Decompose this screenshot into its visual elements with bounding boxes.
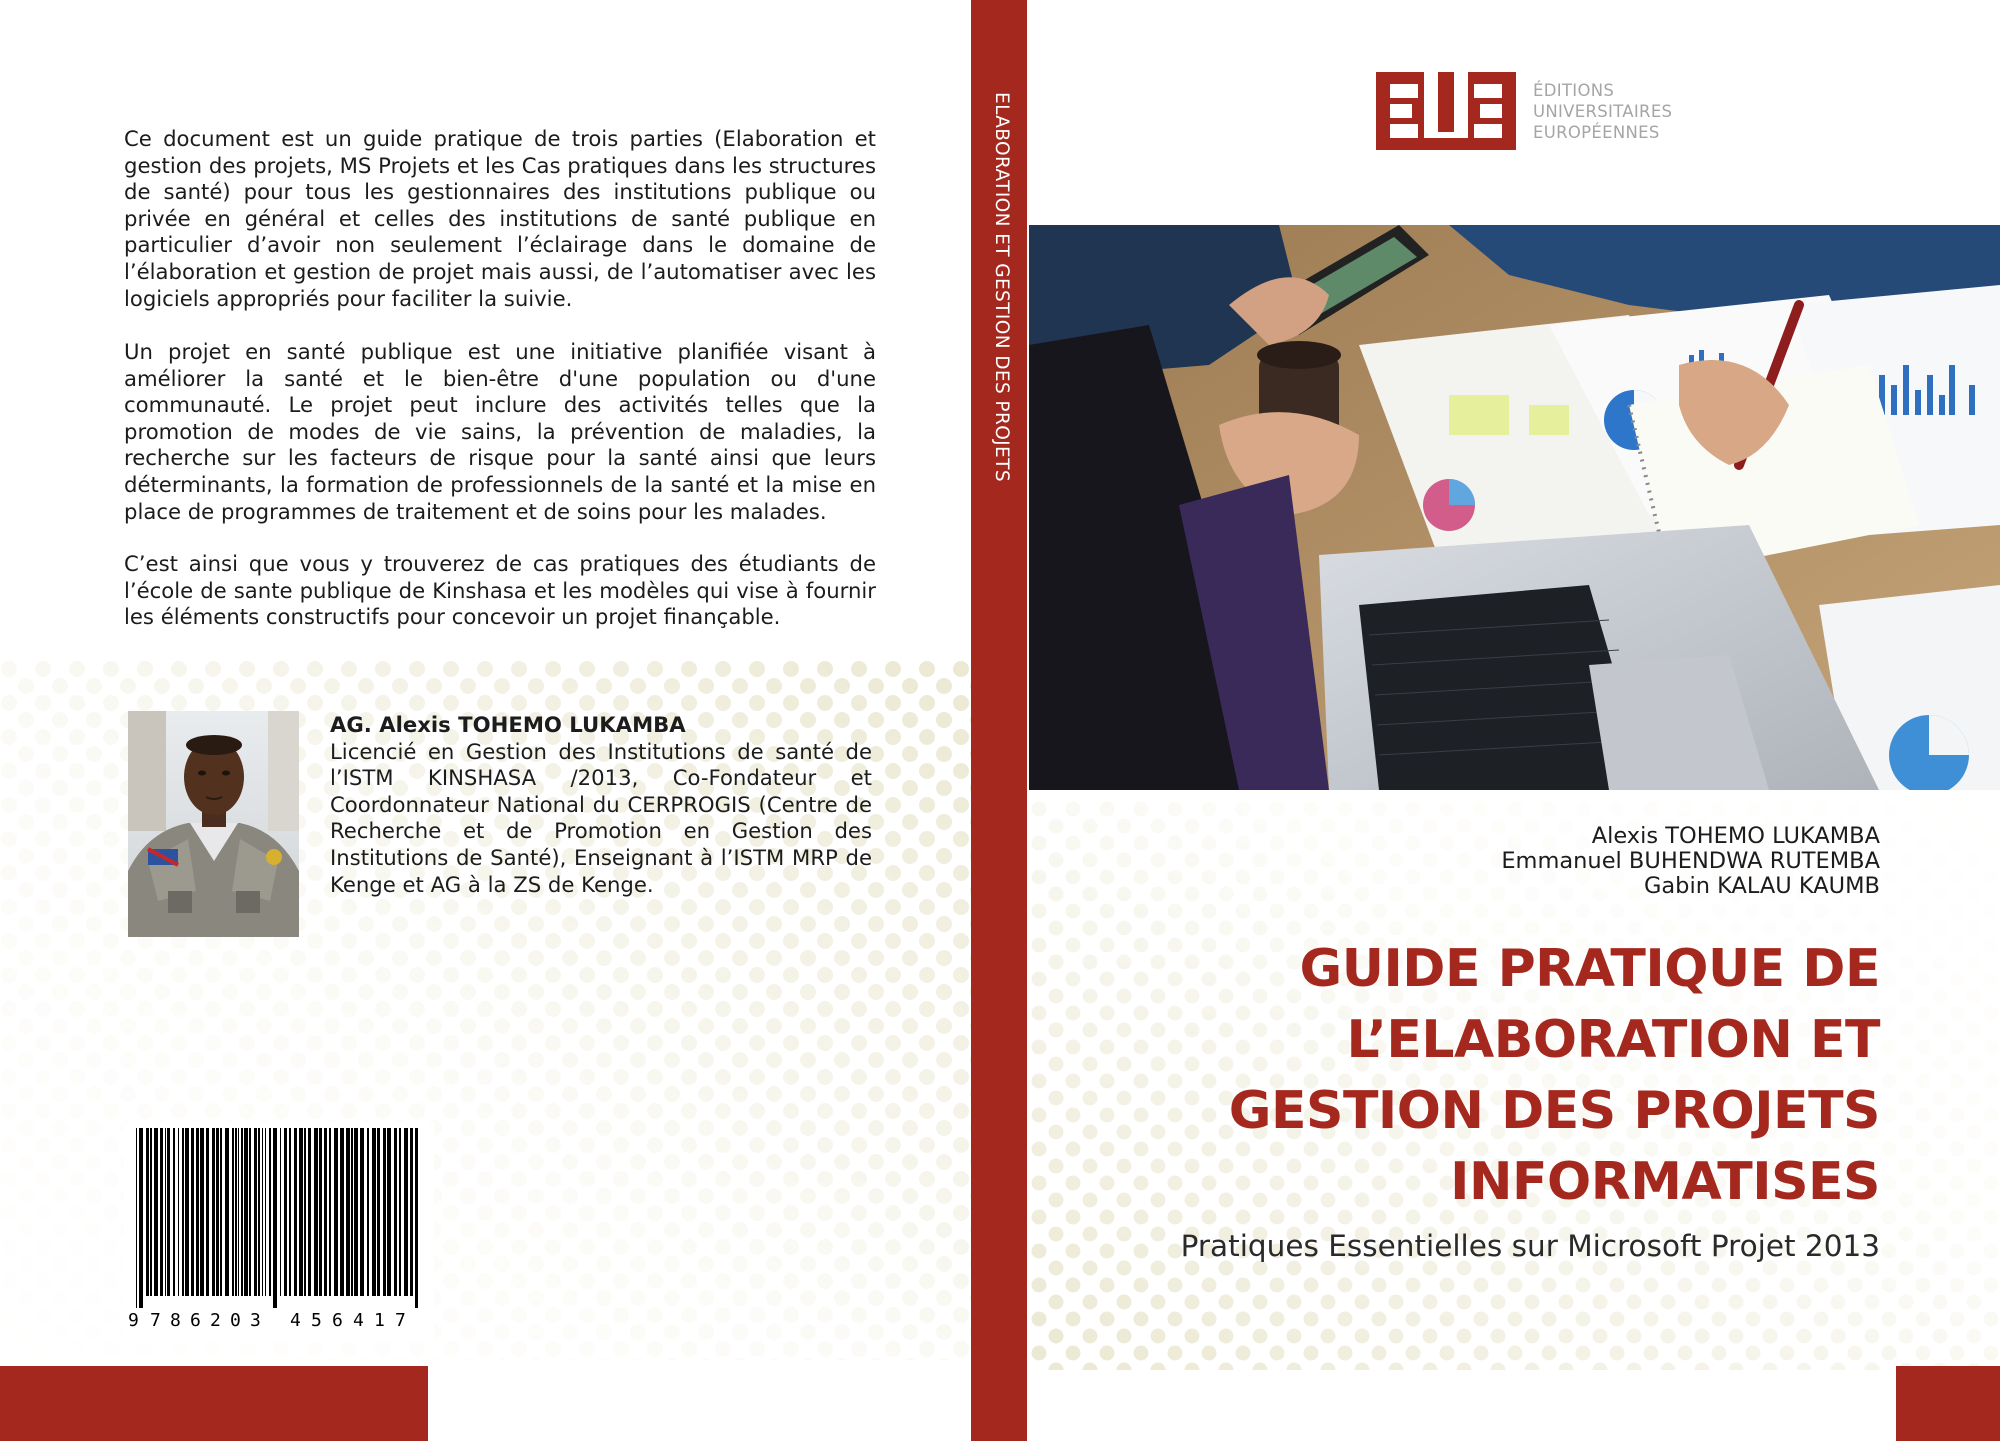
front-author-2: Emmanuel BUHENDWA RUTEMBA [1501,848,1880,874]
barcode-bar [372,1128,376,1296]
barcode-bar [314,1128,318,1296]
barcode-digit: 5 [311,1310,322,1331]
barcode-bar [324,1128,327,1296]
publisher-line-3: EUROPÉENNES [1533,123,1660,142]
back-cover-blurb-paragraph-2: Un projet en santé publique est une initiative planifiée visant à améliorer la santé et le bien-être d'une population ou d'une communauté. Le projet peut inclure des activités telles que la promotion de modes de vie sains, la prévention de maladies, la recherche sur les facteurs de risque pour la santé ainsi que leurs déterminants, la formation de professionnels de la santé et la mise en place de programmes de traitement et de soins pour les malades. [124,339,876,524]
back-cover-blurb-paragraph-1: Ce document est un guide pratique de trois parties (Elaboration et gestion des projets, MS Projets et les Cas pratiques dans les structures de santé) pour tous les gestionnaires des institutions publique ou privée en général et celles des institutions de santé publique en particulier d’avoir non seulement l’éclairage dans le domaine de l’élaboration et gestion de projet mais aussi, de l’automatiser avec les logiciels appropriés pour faciliter la suivie. [124,126,876,311]
book-subtitle: Pratiques Essentielles sur Microsoft Projet 2013 [1180,1229,1880,1263]
barcode-bar [319,1128,322,1296]
barcode-bar [299,1128,303,1296]
barcode-digit: 6 [332,1310,343,1331]
barcode-bar [225,1128,229,1296]
barcode-bar [235,1128,237,1296]
barcode-bar [212,1128,215,1296]
barcode-digit: 4 [353,1310,364,1331]
publisher-logo-icon [1376,72,1516,150]
publisher-line-2: UNIVERSITAIRES [1533,102,1673,121]
back-cover-red-bar [0,1366,428,1441]
title-line-2: L’ELABORATION ET [1346,1010,1880,1070]
barcode-bar [415,1128,418,1308]
publisher-line-1: ÉDITIONS [1533,81,1615,100]
barcode-bar [377,1128,380,1296]
barcode-bar [410,1128,413,1296]
spine-title: ELABORATION ET GESTION DES PROJETS [991,92,1012,482]
title-line-4: INFORMATISES [1450,1152,1880,1212]
barcode-digit: 6 [190,1310,201,1331]
author-photo [128,711,299,937]
barcode-bar [351,1128,353,1296]
barcode-bar [206,1128,209,1296]
barcode-digit: 4 [290,1310,301,1331]
barcode-bar [196,1128,199,1296]
barcode-digit: 0 [230,1310,241,1331]
barcode-bar [232,1128,234,1296]
front-author-1: Alexis TOHEMO LUKAMBA [1591,823,1880,849]
front-cover-authors [1501,824,1880,899]
barcode-bar [280,1128,281,1296]
barcode-bar [329,1128,331,1296]
barcode-bar [200,1128,204,1296]
barcode-digit: 7 [150,1310,161,1331]
barcode-bar [241,1128,243,1296]
barcode-bar [216,1128,219,1296]
cover-photo [1029,225,2000,790]
barcode-bar [191,1128,194,1296]
barcode-bar [360,1128,364,1296]
barcode-digit: 9 [128,1310,139,1331]
barcode-bar [383,1128,386,1296]
barcode-bar [289,1128,291,1296]
back-cover-blurb-paragraph-3: C’est ainsi que vous y trouverez de cas pratiques des étudiants de l’école de sante publique de Kinshasa et les modèles qui vise à fournir les éléments constructifs pour concevoir un projet finançable. [124,551,876,630]
barcode-bar [354,1128,358,1296]
barcode-bar [334,1128,338,1296]
barcode-bar [165,1128,166,1296]
barcode-bar [340,1128,344,1296]
front-cover-red-bar [1896,1366,2000,1441]
barcode-bar [269,1128,271,1296]
title-line-1: GUIDE PRATIQUE DE [1299,939,1880,999]
barcode-bar [254,1128,257,1296]
barcode-bar [294,1128,297,1296]
author-bio [330,712,872,898]
barcode-bar [146,1128,149,1296]
barcode-bar [178,1128,179,1296]
barcode-bar [399,1128,401,1296]
publisher-name [1533,80,1672,143]
barcode-bar [308,1128,311,1296]
barcode-bar [167,1128,170,1296]
barcode-bar [220,1128,222,1296]
barcode-bar [249,1128,251,1296]
front-author-3: Gabin KALAU KAUMB [1643,873,1880,899]
author-name: AG. Alexis TOHEMO LUKAMBA [330,712,686,737]
barcode-bar [265,1128,266,1296]
barcode-bar [273,1128,277,1308]
isbn-barcode [124,1122,434,1342]
barcode-bar [136,1128,137,1308]
barcode-digit: 7 [395,1310,406,1331]
barcode-bar [258,1128,260,1296]
book-title [1060,934,1880,1218]
barcode-bar [404,1128,408,1296]
barcode-bar [284,1128,287,1296]
barcode-bar [367,1128,369,1296]
barcode-digit: 1 [374,1310,385,1331]
author-bio-text: Licencié en Gestion des Institutions de santé de l’ISTM KINSHASA /2013, Co-Fondateur et Coordonnateur National du CERPROGIS (Centre de Recherche et de Promotion en Gestion des Institutions de Santé), Enseignant à l’ISTM MRP de Kenge et AG à la ZS de Kenge. [330,738,872,897]
title-line-3: GESTION DES PROJETS [1228,1081,1880,1141]
barcode-bar [150,1128,152,1296]
barcode-bar [346,1128,350,1296]
barcode-bar [244,1128,248,1296]
barcode-digit: 3 [250,1310,261,1331]
barcode-bar [173,1128,175,1296]
barcode-bar [182,1128,184,1296]
barcode-bar [262,1128,263,1296]
barcode-bar [394,1128,397,1296]
barcode-bar [154,1128,158,1296]
barcode-digit: 8 [170,1310,181,1331]
barcode-bar [387,1128,391,1296]
barcode-digit: 2 [210,1310,221,1331]
barcode-bar [139,1128,143,1308]
barcode-bar [238,1128,239,1296]
barcode-bar [304,1128,306,1296]
barcode-bars [136,1128,418,1308]
barcode-bar [185,1128,189,1296]
barcode-bar [160,1128,163,1296]
